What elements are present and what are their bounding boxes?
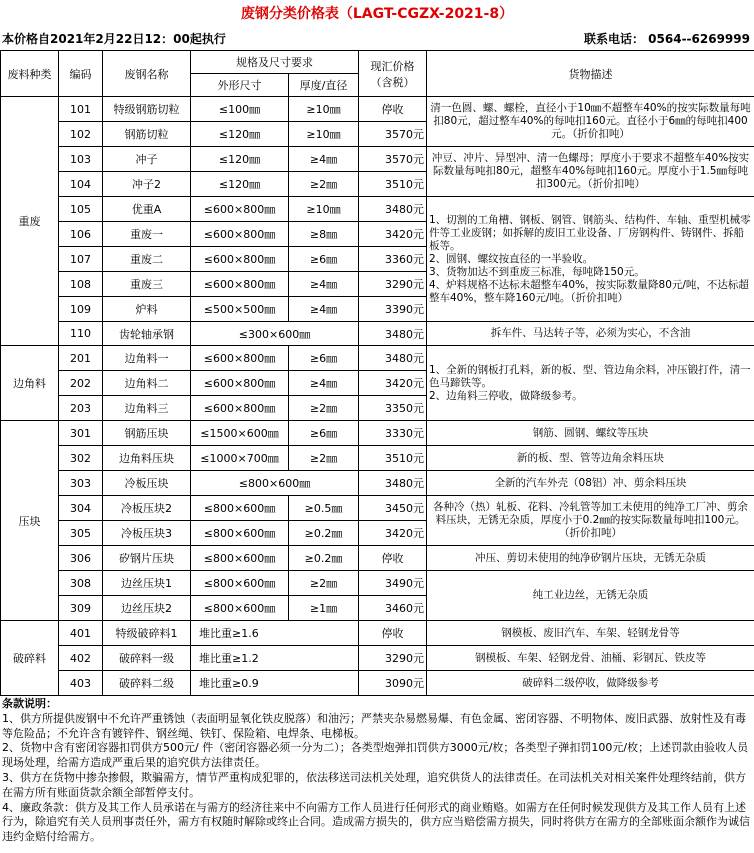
cell-name: 冲子 [103,147,191,172]
cell-name: 边角料三 [103,396,191,421]
cell-name: 钢筋切粒 [103,122,191,147]
cell-name: 特级钢筋切粒 [103,97,191,122]
cell-thickness: ≥2㎜ [289,172,359,197]
desc-308: 纯工业边丝，无锈无杂质 [427,571,754,621]
cell-code: 106 [59,222,103,247]
desc-402: 钢模板、车架、轻钢龙骨、油桶、彩钢瓦、铁皮等 [427,646,754,671]
cell-name: 重废一 [103,222,191,247]
terms-heading: 条款说明： [2,697,57,710]
cell-price: 3510元 [359,446,427,471]
cell-size: ≤120㎜ [191,122,289,147]
cell-price: 3360元 [359,247,427,272]
header-desc: 货物描述 [427,51,754,97]
cell-thickness: ≥4㎜ [289,297,359,322]
terms-section [0,697,754,845]
cell-size: ≤800×600㎜ [191,596,289,621]
cell-size: ≤600×800㎜ [191,197,289,222]
cell-code: 108 [59,272,103,297]
cell-size: ≤600×800㎜ [191,346,289,371]
cell-thickness: ≥10㎜ [289,122,359,147]
header-price: 现汇价格（含税） [359,51,427,97]
cell-size: 堆比重≥1.6 [191,621,359,646]
table-row [1,671,754,696]
desc-201: 1、全新的钢板打孔料，新的板、型、管边角余料，冲压锻打件，清一色马蹄铁等。 2、边角料三停收，做降级参考。 [427,346,754,421]
cell-thickness: ≥0.5㎜ [289,496,359,521]
cell-name: 优重A [103,197,191,222]
cell-size: ≤600×800㎜ [191,272,289,297]
table-row [1,346,754,371]
header-category: 废料种类 [1,51,59,97]
desc-401: 钢模板、废旧汽车、车架、轻钢龙骨等 [427,621,754,646]
cell-name: 破碎料一级 [103,646,191,671]
cell-name: 炉料 [103,297,191,322]
cell-size: ≤800×600㎜ [191,496,289,521]
cell-code: 101 [59,97,103,122]
terms-item: 4、廉政条款：供方及其工作人员承诺在与需方的经济往来中不向需方工作人员进行任何形式的商业贿赂。如需方在任何时候发现供方及其工作人员有上述行为，除追究有关人员刑事责任外，需方有权随时解除或终止合同。造成需方损失的，供方应当赔偿需方损失，同时将供方在需方的全部账面余额作为诚信违约金赔付给需方。 [2,800,750,844]
terms-item: 1、供方所提供废钢中不允许严重锈蚀（表面明显氧化铁皮脱落）和油污；严禁夹杂易燃易爆、有色金属、密闭容器、不明物体、废旧武器、放射性及有毒等危险品；不允许含有镀锌件、钢丝绳、铁钉、保险箱、电焊条、电梯板。 [2,711,746,740]
cell-price: 停收 [359,97,427,122]
cell-code: 103 [59,147,103,172]
cell-price: 3350元 [359,396,427,421]
desc-302: 新的板、型、管等边角余料压块 [427,446,754,471]
header-code: 编码 [59,51,103,97]
cell-thickness: ≥4㎜ [289,272,359,297]
cell-code: 308 [59,571,103,596]
group-heavy: 重废 [1,97,59,346]
header-thickness: 厚度/直径 [289,74,359,97]
cell-price: 3390元 [359,297,427,322]
cell-code: 301 [59,421,103,446]
cell-code: 105 [59,197,103,222]
cell-price: 停收 [359,621,427,646]
page-title: 废钢分类价格表（LAGT-CGZX-2021-8） [240,6,514,22]
group-block: 压块 [1,421,59,621]
table-row [1,97,754,122]
cell-name: 边角料二 [103,371,191,396]
cell-name: 矽钢片压块 [103,546,191,571]
cell-thickness: ≥10㎜ [289,197,359,222]
cell-price: 3420元 [359,521,427,546]
cell-code: 402 [59,646,103,671]
cell-price: 3290元 [359,646,427,671]
cell-name: 边角料压块 [103,446,191,471]
cell-price: 3450元 [359,496,427,521]
subtitle-bar [0,28,754,50]
cell-thickness: ≥6㎜ [289,421,359,446]
header-spec: 规格及尺寸要求 [191,51,359,74]
cell-size: 堆比重≥0.9 [191,671,359,696]
cell-size: ≤500×500㎜ [191,297,289,322]
cell-price: 3290元 [359,272,427,297]
terms-item: 2、货物中含有密闭容器扣罚供方500元/ 件（密闭容器必须一分为二）；各类型炮弹扣罚供方3000元/枚；各类型子弹扣罚100元/枚；上述罚款由验收人员现场处理，给需方造成严重后果的追究供方法律责任。 [2,741,749,770]
cell-price: 3490元 [359,571,427,596]
desc-105: 1、切割的工角槽、钢板、钢管、钢筋头、结构件、车轴、重型机械零件等工业废钢；如拆解的废旧工业设备、厂房钢构件、铸钢件、拆船板等。 2、圆钢、螺纹按直径的一半验收。 3、货物加达不到重废三标准，每吨降150元。 4、炉料规格不达标未超整车40%，按实际数量降80元/吨，不达标超整车40%，整车降160元/吨。（折价扣吨） [427,197,754,322]
cell-code: 201 [59,346,103,371]
cell-code: 302 [59,446,103,471]
cell-thickness: ≥4㎜ [289,371,359,396]
header-name: 废钢名称 [103,51,191,97]
cell-size: ≤600×800㎜ [191,222,289,247]
cell-name: 冷板压块2 [103,496,191,521]
table-row [1,446,754,471]
cell-price: 3480元 [359,197,427,222]
cell-thickness: ≥6㎜ [289,247,359,272]
cell-price: 停收 [359,546,427,571]
cell-code: 305 [59,521,103,546]
cell-name: 冲子2 [103,172,191,197]
cell-thickness: ≥2㎜ [289,446,359,471]
table-row [1,421,754,446]
desc-301: 钢筋、圆钢、螺纹等压块 [427,421,754,446]
cell-code: 304 [59,496,103,521]
cell-size: ≤600×800㎜ [191,247,289,272]
cell-size: ≤800×600㎜ [191,571,289,596]
desc-306: 冲压、剪切未使用的纯净矽钢片压块，无锈无杂质 [427,546,754,571]
cell-thickness: ≥8㎜ [289,222,359,247]
table-row [1,496,754,521]
cell-name: 破碎料二级 [103,671,191,696]
cell-price: 3460元 [359,596,427,621]
table-row [1,471,754,496]
cell-price: 3420元 [359,371,427,396]
cell-code: 306 [59,546,103,571]
cell-name: 特级破碎料1 [103,621,191,646]
contact-phone: 联系电话： 0564--6269999 [584,32,750,46]
cell-code: 107 [59,247,103,272]
cell-thickness: ≥10㎜ [289,97,359,122]
cell-code: 303 [59,471,103,496]
cell-size: ≤120㎜ [191,172,289,197]
cell-size: ≤800×600㎜ [191,521,289,546]
table-row [1,646,754,671]
cell-thickness: ≥2㎜ [289,396,359,421]
cell-code: 110 [59,322,103,346]
cell-code: 109 [59,297,103,322]
table-row [1,621,754,646]
cell-code: 309 [59,596,103,621]
group-edge: 边角料 [1,346,59,421]
desc-101: 清一色圆、螺、螺栓，直径小于10㎜不超整车40%的按实际数量每吨扣80元，超过整车40%的每吨扣160元。直径小于6㎜的每吨扣400元。（折价扣吨） [427,97,754,147]
cell-name: 冷板压块 [103,471,191,496]
cell-size: ≤100㎜ [191,97,289,122]
cell-name: 重废二 [103,247,191,272]
cell-size: ≤800×600㎜ [191,546,289,571]
desc-304: 各种冷（热）轧板、花料、冷轧管等加工未使用的纯净工厂冲、剪余料压块，无锈无杂质，厚度小于0.2㎜的按实际数量每吨扣100元。（折价扣吨） [427,496,754,546]
cell-code: 403 [59,671,103,696]
cell-price: 3570元 [359,122,427,147]
cell-price: 3480元 [359,322,427,346]
cell-thickness: ≥6㎜ [289,346,359,371]
table-row [1,571,754,596]
cell-price: 3420元 [359,222,427,247]
cell-price: 3090元 [359,671,427,696]
cell-price: 3510元 [359,172,427,197]
table-row [1,546,754,571]
cell-thickness: ≥4㎜ [289,147,359,172]
cell-thickness: ≥2㎜ [289,571,359,596]
table-row [1,147,754,172]
cell-size: ≤600×800㎜ [191,396,289,421]
table-row [1,197,754,222]
price-table [0,50,754,696]
desc-303: 全新的汽车外壳（08铝）冲、剪余料压块 [427,471,754,496]
cell-size: ≤120㎜ [191,147,289,172]
cell-size: 堆比重≥1.2 [191,646,359,671]
cell-code: 203 [59,396,103,421]
cell-code: 104 [59,172,103,197]
terms-item: 3、供方在货物中掺杂掺假，欺骗需方，情节严重构成犯罪的，依法移送司法机关处理，追究供货人的法律责任。在司法机关对相关案件处理终结前，供方在需方所有账面货款余额全部暂停支付。 [2,770,746,799]
group-crushed: 破碎料 [1,621,59,696]
cell-name: 钢筋压块 [103,421,191,446]
cell-code: 202 [59,371,103,396]
cell-size: ≤600×800㎜ [191,371,289,396]
table-row [1,322,754,346]
cell-name: 齿轮轴承钢 [103,322,191,346]
cell-code: 401 [59,621,103,646]
desc-110: 拆车件、马达转子等，必须为实心，不含油 [427,322,754,346]
cell-thickness: ≥1㎜ [289,596,359,621]
cell-price: 3480元 [359,346,427,371]
desc-103: 冲豆、冲片、异型冲、清一色螺母；厚度小于要求不超整车40%按实际数量每吨扣80元，超整车40%每吨扣160元。厚度小于1.5㎜每吨扣300元。（折价扣吨） [427,147,754,197]
cell-thickness: ≥0.2㎜ [289,521,359,546]
cell-size: ≤300×600㎜ [191,322,359,346]
cell-size: ≤1000×700㎜ [191,446,289,471]
cell-name: 重废三 [103,272,191,297]
cell-name: 边丝压块2 [103,596,191,621]
header-size: 外形尺寸 [191,74,289,97]
cell-size: ≤1500×600㎜ [191,421,289,446]
desc-403: 破碎料二级停收，做降级参考 [427,671,754,696]
cell-size: ≤800×600㎜ [191,471,359,496]
cell-name: 边角料一 [103,346,191,371]
cell-name: 边丝压块1 [103,571,191,596]
cell-price: 3570元 [359,147,427,172]
cell-name: 冷板压块3 [103,521,191,546]
cell-code: 102 [59,122,103,147]
cell-thickness: ≥0.2㎜ [289,546,359,571]
effective-date: 本价格自2021年2月22日12：00起执行 [2,32,226,46]
cell-price: 3480元 [359,471,427,496]
cell-price: 3330元 [359,421,427,446]
